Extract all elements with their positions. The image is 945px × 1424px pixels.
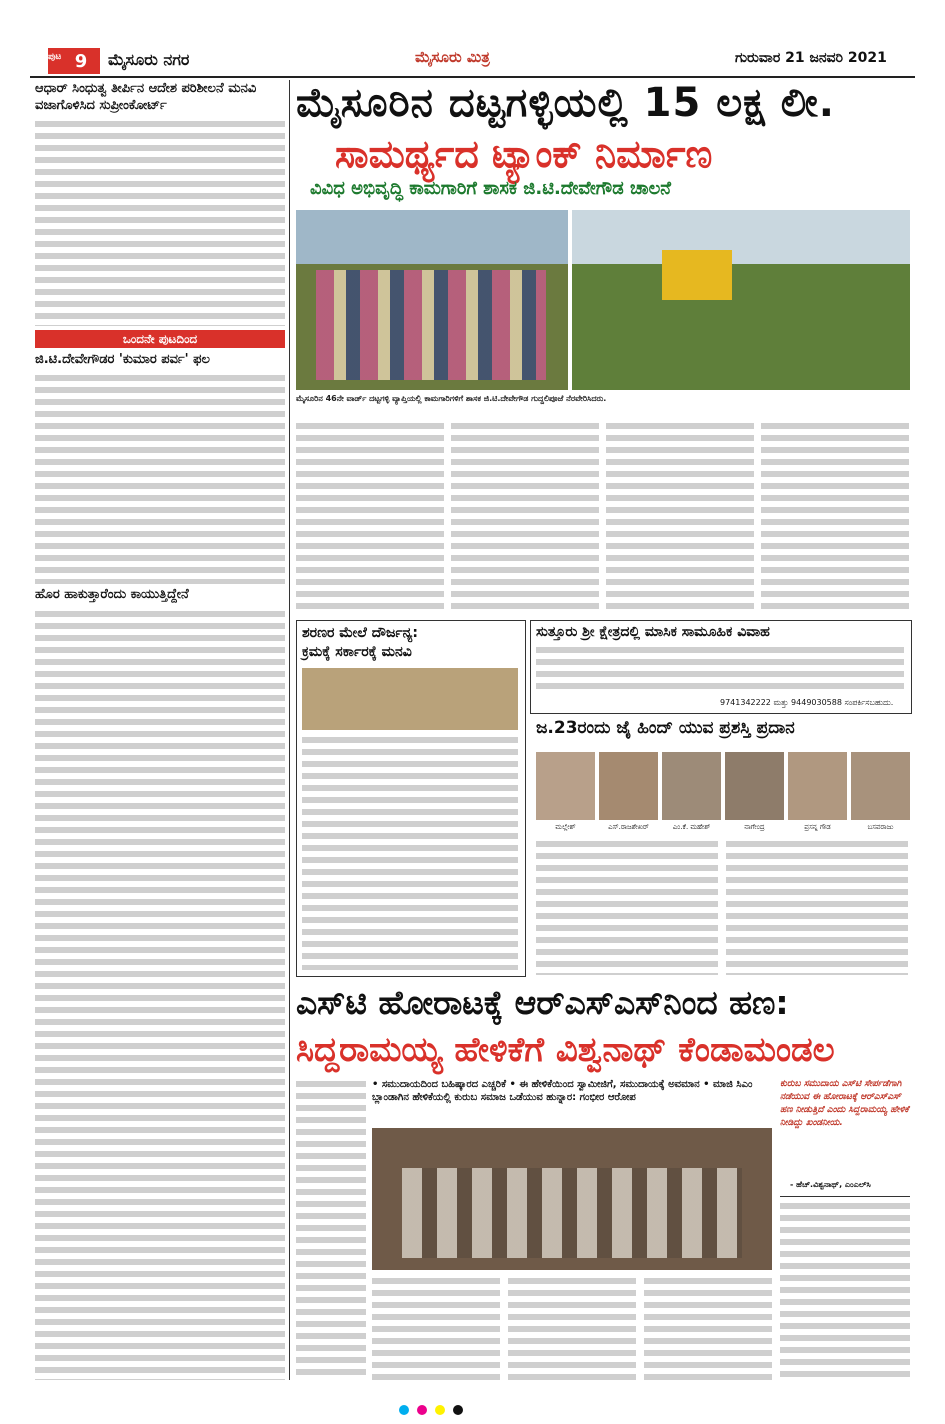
left-story2-headline: ಜಿ.ಟಿ.ದೇವೇಗೌಡರ 'ಕುಮಾರ ಪರ್ವ' ಫಲ [35, 352, 210, 367]
lead-photo-right [572, 210, 910, 390]
suttur-phones: 9741342222 ಮತ್ತು 9449030588 ಸಂಪರ್ಕಿಸಬಹುದು. [720, 698, 894, 707]
lead-photo-caption: ಮೈಸೂರಿನ 46ನೇ ವಾರ್ಡ್ ದಟ್ಟಗಳ್ಳಿ ವ್ಯಾಪ್ತಿಯಲ್ಲಿ ಕಾಮಗಾರಿಗಳಿಗೆ ಶಾಸಕ ಜಿ.ಟಿ.ದೇವೇಗೌಡ ಗುದ್ದಲಿಪೂಜೆ ನೆರವೇರಿಸಿದರು. [296, 394, 607, 403]
bottom-headline: ಎಸ್‌ಟಿ ಹೋರಾಟಕ್ಕೆ ಆರ್‌ಎಸ್‌ಎಸ್‌ನಿಂದ ಹಣ: [296, 983, 789, 1022]
bottom-photo [372, 1128, 772, 1270]
lead-headline: ಮೈಸೂರಿನ ದಟ್ಟಗಳ್ಳಿಯಲ್ಲಿ 15 ಲಕ್ಷ ಲೀ. [296, 80, 835, 126]
award-name: ಮಲ್ಲೇಶ್ [555, 823, 576, 831]
page-label: ಪುಟ [48, 52, 62, 62]
sharanara-photo [302, 668, 518, 730]
award-name: ನಾಗೇಂದ್ರ [744, 823, 765, 831]
lead-story-body [296, 420, 910, 615]
bottom-body-col1 [296, 1078, 366, 1380]
paper-name: ಮೈಸೂರು ಮಿತ್ರ [415, 48, 490, 66]
registration-marks [395, 1400, 467, 1419]
left-story1-headline: ಆಧಾರ್ ಸಿಂಧುತ್ವ ತೀರ್ಪಿನ ಆದೇಶ ಪರಿಶೀಲನೆ ಮನವಿ ವಜಾಗೊಳಿಸಿದ ಸುಪ್ರೀಂಕೋರ್ಟ್ [35, 81, 257, 113]
bottom-body-right [780, 1200, 910, 1380]
award-name: ಪ್ರಸನ್ನ ಗೌಡ [804, 823, 831, 831]
bottom-highlights: • ಸಮುದಾಯದಿಂದ ಬಹಿಷ್ಕಾರದ ಎಚ್ಚರಿಕೆ • ಈ ಹೇಳಿಕೆಯಿಂದ ಸ್ವಾಮೀಜಿಗೆ, ಸಮುದಾಯಕ್ಕೆ ಅವಮಾನ • ಮಾಜಿ ಸಿಎಂ ಬ್ಲಾಂಡಾಗಿನ ಹೇಳಿಕೆಯಲ್ಲಿ ಕುರುಬ ಸಮಾಜ ಒಡೆಯುವ ಹುನ್ನಾರ: ಗಂಭೀರ ಆರೋಪ [372, 1079, 753, 1103]
lead-photo-left [296, 210, 568, 390]
pullquote-source: - ಹೆಚ್.ವಿಶ್ವನಾಥ್, ಎಂಎಲ್‌ಸಿ [790, 1180, 871, 1189]
award-name: ಬಸವರಾಜು [867, 823, 894, 831]
issue-date: ಗುರುವಾರ 21 ಜನವರಿ 2021 [735, 50, 887, 66]
award-body [536, 838, 910, 975]
bottom-headline-red: ಸಿದ್ದರಾಮಯ್ಯ ಹೇಳಿಕೆಗೆ ವಿಶ್ವನಾಥ್ ಕೆಂಡಾಮಂಡಲ [296, 1030, 835, 1070]
pullquote-text: ಕುರುಬ ಸಮುದಾಯ ಎಸ್‌ಟಿ ಸೇರ್ಪಡೆಗಾಗಿ ನಡೆಯುವ ಈ ಹೋರಾಟಕ್ಕೆ ಆರ್‌ಎಸ್‌ಎಸ್ ಹಣ ನೀಡುತ್ತಿದೆ ಎಂದು ಸಿದ್ದರಾಮಯ್ಯ ಹೇಳಿಕೆ ನೀಡಿದ್ದು ಖಂಡನೀಯ. [780, 1079, 909, 1128]
suttur-headline: ಸುತ್ತೂರು ಶ್ರೀ ಕ್ಷೇತ್ರದಲ್ಲಿ ಮಾಸಿಕ ಸಾಮೂಹಿಕ ವಿವಾಹ [536, 624, 770, 640]
sharanara-body [302, 734, 518, 970]
award-portraits [536, 752, 910, 820]
lead-subhead: ವಿವಿಧ ಅಭಿವೃದ್ಧಿ ಕಾಮಗಾರಿಗೆ ಶಾಸಕ ಜಿ.ಟಿ.ದೇವೇಗೌಡ ಚಾಲನೆ [310, 178, 671, 199]
continued-band: ಒಂದನೇ ಪುಟದಿಂದ [35, 330, 285, 348]
left-story1-body [35, 118, 285, 326]
award-name: ಎಸ್.ರಾಜಶೇಖರ್ [608, 823, 649, 831]
award-names [536, 823, 910, 832]
section-title: ಮೈಸೂರು ನಗರ [108, 50, 190, 69]
suttur-body [536, 644, 904, 694]
left-story3-body [35, 608, 285, 1380]
column-divider [289, 80, 290, 1380]
award-name: ಎಂ.ಕೆ. ಮಹೇಶ್ [672, 823, 711, 831]
bottom-body [372, 1275, 772, 1380]
left-story3-headline: ಹೊರ ಹಾಕುತ್ತಾರೆಂದು ಕಾಯುತ್ತಿದ್ದೇನೆ [35, 587, 189, 602]
award-headline: ಜ.23ರಂದು ಜೈ ಹಿಂದ್ ಯುವ ಪ್ರಶಸ್ತಿ ಪ್ರದಾನ [536, 718, 795, 738]
page-number: 9 [48, 48, 100, 74]
left-story2-body [35, 372, 285, 584]
sharanara-headline: ಶರಣರ ಮೇಲೆ ದೌರ್ಜನ್ಯ: ಕ್ರಮಕ್ಕೆ ಸರ್ಕಾರಕ್ಕೆ ಮನವಿ [302, 625, 418, 660]
lead-headline-red: ಸಾಮರ್ಥ್ಯದ ಟ್ಯಾಂಕ್ ನಿರ್ಮಾಣ [335, 132, 713, 176]
